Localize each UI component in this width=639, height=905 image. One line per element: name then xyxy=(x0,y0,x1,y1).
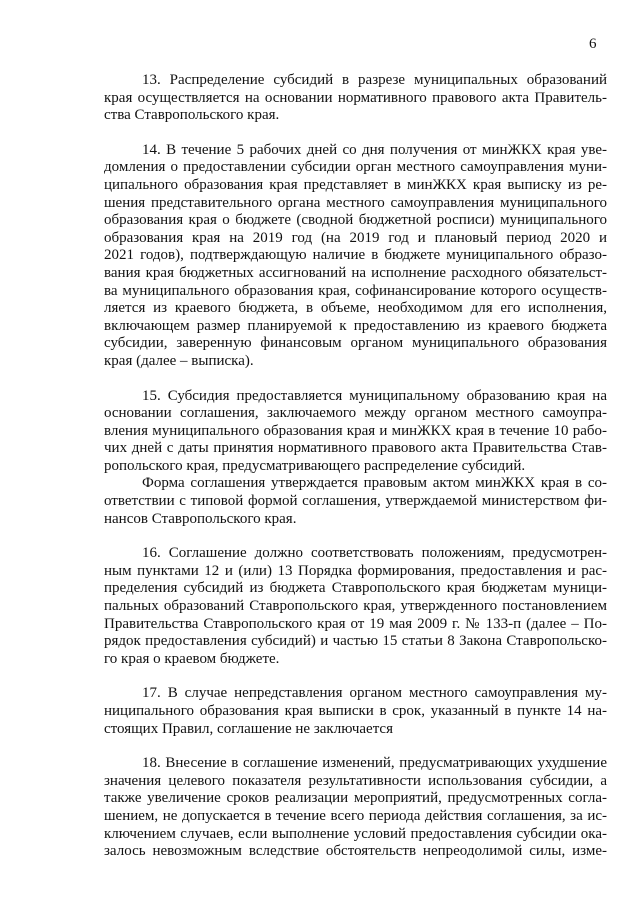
text-line: вления муниципального образования края и минЖКХ края в течение 10 рабо- xyxy=(104,422,607,439)
text-line: ключением случаев, если выполнение условий предоставления субсидии ока- xyxy=(104,825,607,842)
text-line: домления о предоставлении субсидии орган местного самоуправления муни- xyxy=(104,159,607,176)
paragraph-gap xyxy=(104,738,607,755)
text-line: пределения субсидий из бюджета Ставропольского края бюджетам муници- xyxy=(104,580,607,597)
paragraph-gap xyxy=(104,125,607,142)
document-body xyxy=(104,72,607,861)
text-line: ципального образования края представляет в минЖКХ края выписку из ре- xyxy=(104,176,607,193)
paragraph-p17 xyxy=(104,685,607,738)
paragraph-gap xyxy=(104,528,607,545)
text-line: включающем размер планируемой к предоставлению из краевого бюджета xyxy=(104,317,607,334)
text-line: 14. В течение 5 рабочих дней со дня получения от минЖКХ края уве- xyxy=(142,141,607,158)
text-line: края осуществляется на основании нормативного правового акта Правитель- xyxy=(104,89,607,106)
text-line: 18. Внесение в соглашение изменений, предусматривающих ухудшение xyxy=(142,755,607,772)
text-line: ным пунктами 12 и (или) 13 Порядка формирования, предоставления и рас- xyxy=(104,562,607,579)
text-line: ва муниципального образования края, софинансирование которого осуществ- xyxy=(104,282,607,299)
text-line: образования края на 2019 год (на 2019 год и плановый период 2020 и xyxy=(104,229,607,246)
text-line: 2021 годов), подтверждающую наличие в бюджете муниципального образо- xyxy=(104,247,607,264)
page-number: 6 xyxy=(589,36,597,52)
text-line: го края о краевом бюджете. xyxy=(104,650,280,667)
text-line: края (далее – выписка). xyxy=(104,352,254,369)
paragraph-p16 xyxy=(104,545,607,668)
text-line: шением, не допускается в течение всего периода действия соглашения, за ис- xyxy=(104,807,607,824)
paragraph-p18 xyxy=(104,755,607,861)
text-line: ниципального образования края выписки в срок, указанный в пункте 14 на- xyxy=(104,703,607,719)
text-line: 17. В случае непредставления органом местного самоуправления му- xyxy=(142,685,607,702)
text-line: ответствии с типовой формой соглашения, утверждаемой министерством фи- xyxy=(104,493,607,510)
text-line: ляется из краевого бюджета, в объеме, необходимом для его исполнения, xyxy=(104,300,607,317)
text-line: нансов Ставропольского края. xyxy=(104,510,297,527)
text-line: образования края о бюджете (сводной бюджетной росписи) муниципального xyxy=(104,212,607,229)
text-line: Правительства Ставропольского края от 19 мая 2009 г. № 133-п (далее – По- xyxy=(104,615,607,632)
text-line: также увеличение сроков реализации мероприятий, предусмотренных согла- xyxy=(104,790,607,807)
text-line: стоящих Правил, соглашение не заключается xyxy=(104,720,393,737)
text-line: ства Ставропольского края. xyxy=(104,107,280,124)
text-line: вания края бюджетных ассигнований на исполнение расходного обязательст- xyxy=(104,264,607,281)
text-line: 15. Субсидия предоставляется муниципальному образованию края на xyxy=(142,387,607,404)
paragraph-p14 xyxy=(104,142,607,371)
text-line: 16. Соглашение должно соответствовать положениям, предусмотрен- xyxy=(142,545,607,562)
text-line: субсидии, заверенную финансовым органом муниципального образования xyxy=(104,335,607,352)
text-line: шения представительного органа местного самоуправления муниципального xyxy=(104,194,607,211)
text-line: основании соглашения, заключаемого между органом местного самоупра- xyxy=(104,405,607,422)
paragraph-p15 xyxy=(104,388,607,476)
paragraph-gap xyxy=(104,371,607,388)
text-line: ропольского края, предусматривающего распределение субсидий. xyxy=(104,457,526,474)
paragraph-p13 xyxy=(104,72,607,125)
text-line: чих дней с даты принятия нормативного правового акта Правительства Став- xyxy=(104,440,607,457)
paragraph-p15b xyxy=(104,475,607,528)
paragraph-gap xyxy=(104,668,607,685)
text-line: Форма соглашения утверждается правовым актом минЖКХ края в со- xyxy=(142,475,607,492)
text-line: залось невозможным вследствие обстоятельств непреодолимой силы, изме- xyxy=(104,843,607,860)
text-line: значения целевого показателя результативности использования субсидии, а xyxy=(104,772,607,789)
text-line: 13. Распределение субсидий в разрезе муниципальных образований xyxy=(142,72,607,88)
text-line: пальных образований Ставропольского края, утвержденного постановлением xyxy=(104,598,607,615)
text-line: рядок предоставления субсидий) и частью 15 статьи 8 Закона Ставропольско- xyxy=(104,633,607,650)
